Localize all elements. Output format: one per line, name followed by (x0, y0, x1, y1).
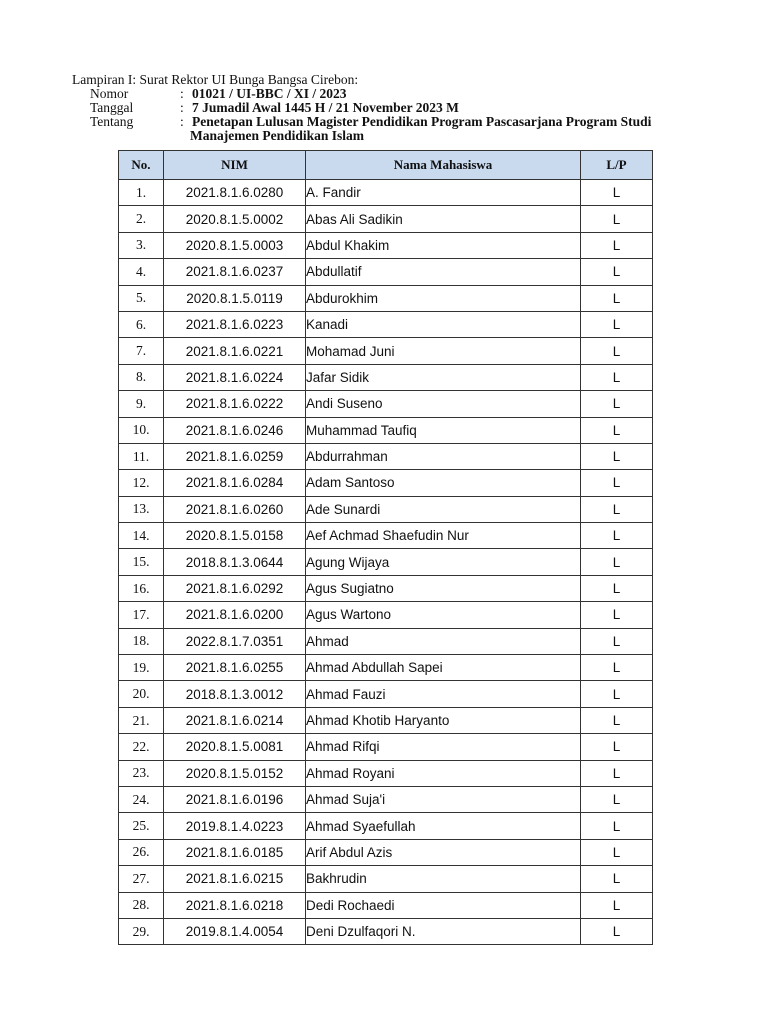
table-body (119, 180, 653, 945)
student-nim: 2021.8.1.6.0218 (164, 892, 306, 918)
column-header-gender: L/P (581, 151, 653, 180)
row-number: 7. (119, 338, 164, 364)
table-row (119, 707, 653, 733)
row-number: 24. (119, 786, 164, 812)
table-row (119, 918, 653, 944)
table-row (119, 760, 653, 786)
column-header-no: No. (119, 151, 164, 180)
table-row (119, 549, 653, 575)
student-name: Abas Ali Sadikin (306, 206, 581, 232)
student-nim: 2021.8.1.6.0215 (164, 866, 306, 892)
student-nim: 2021.8.1.6.0221 (164, 338, 306, 364)
student-gender: L (581, 681, 653, 707)
student-name: Ahmad Rifqi (306, 734, 581, 760)
student-gender: L (581, 417, 653, 443)
table-row (119, 232, 653, 258)
student-name: Ade Sunardi (306, 496, 581, 522)
student-nim: 2021.8.1.6.0255 (164, 655, 306, 681)
table-row (119, 206, 653, 232)
student-name: Agus Wartono (306, 602, 581, 628)
student-nim: 2021.8.1.6.0280 (164, 180, 306, 206)
student-gender: L (581, 760, 653, 786)
student-gender: L (581, 786, 653, 812)
row-number: 22. (119, 734, 164, 760)
student-nim: 2020.8.1.5.0003 (164, 232, 306, 258)
table-row (119, 259, 653, 285)
student-gender: L (581, 549, 653, 575)
student-name: Mohamad Juni (306, 338, 581, 364)
student-name: Jafar Sidik (306, 364, 581, 390)
student-gender: L (581, 496, 653, 522)
student-gender: L (581, 866, 653, 892)
student-nim: 2020.8.1.5.0158 (164, 523, 306, 549)
table-row (119, 866, 653, 892)
student-gender: L (581, 259, 653, 285)
student-gender: L (581, 813, 653, 839)
student-gender: L (581, 338, 653, 364)
student-name: Agus Sugiatno (306, 575, 581, 601)
student-name: Ahmad Abdullah Sapei (306, 655, 581, 681)
student-nim: 2021.8.1.6.0246 (164, 417, 306, 443)
table-row (119, 496, 653, 522)
tentang-label: Tentang (90, 114, 134, 129)
column-header-name: Nama Mahasiswa (306, 151, 581, 180)
row-number: 19. (119, 655, 164, 681)
table-row (119, 575, 653, 601)
table-row (119, 892, 653, 918)
student-name: Aef Achmad Shaefudin Nur (306, 523, 581, 549)
student-nim: 2021.8.1.6.0260 (164, 496, 306, 522)
row-number: 13. (119, 496, 164, 522)
student-name: Ahmad Suja'i (306, 786, 581, 812)
row-number: 12. (119, 470, 164, 496)
row-number: 27. (119, 866, 164, 892)
row-number: 16. (119, 575, 164, 601)
student-name: Abdurokhim (306, 285, 581, 311)
student-nim: 2021.8.1.6.0200 (164, 602, 306, 628)
row-number: 6. (119, 311, 164, 337)
student-gender: L (581, 918, 653, 944)
student-nim: 2019.8.1.4.0223 (164, 813, 306, 839)
row-number: 18. (119, 628, 164, 654)
student-nim: 2021.8.1.6.0237 (164, 259, 306, 285)
row-number: 23. (119, 760, 164, 786)
table-row (119, 364, 653, 390)
student-gender: L (581, 734, 653, 760)
student-nim: 2021.8.1.6.0292 (164, 575, 306, 601)
student-name: Abdurrahman (306, 443, 581, 469)
row-number: 1. (119, 180, 164, 206)
row-number: 5. (119, 285, 164, 311)
student-nim: 2020.8.1.5.0152 (164, 760, 306, 786)
table-row (119, 786, 653, 812)
tanggal-value: 7 Jumadil Awal 1445 H / 21 November 2023 M (192, 100, 459, 115)
table-row (119, 602, 653, 628)
row-number: 17. (119, 602, 164, 628)
student-name: Agung Wijaya (306, 549, 581, 575)
table-row (119, 391, 653, 417)
student-nim: 2018.8.1.3.0012 (164, 681, 306, 707)
student-nim: 2021.8.1.6.0214 (164, 707, 306, 733)
student-nim: 2021.8.1.6.0222 (164, 391, 306, 417)
student-name: Abdul Khakim (306, 232, 581, 258)
row-number: 25. (119, 813, 164, 839)
student-name: Ahmad Khotib Haryanto (306, 707, 581, 733)
nomor-separator: : (180, 86, 184, 101)
table-row (119, 681, 653, 707)
table-row (119, 628, 653, 654)
nomor-value: 01021 / UI-BBC / XI / 2023 (192, 86, 347, 101)
student-name: Abdullatif (306, 259, 581, 285)
table-header-row (119, 151, 653, 180)
row-number: 29. (119, 918, 164, 944)
row-number: 4. (119, 259, 164, 285)
student-nim: 2020.8.1.5.0081 (164, 734, 306, 760)
nomor-label: Nomor (90, 86, 129, 101)
student-gender: L (581, 311, 653, 337)
student-name: Ahmad (306, 628, 581, 654)
student-gender: L (581, 443, 653, 469)
student-nim: 2021.8.1.6.0196 (164, 786, 306, 812)
student-name: Ahmad Fauzi (306, 681, 581, 707)
student-gender: L (581, 707, 653, 733)
attachment-line: Lampiran I: Surat Rektor UI Bunga Bangsa Cirebon: (72, 72, 359, 87)
student-name: Kanadi (306, 311, 581, 337)
student-nim: 2021.8.1.6.0284 (164, 470, 306, 496)
table-row (119, 655, 653, 681)
table-row (119, 417, 653, 443)
column-header-nim: NIM (164, 151, 306, 180)
row-number: 11. (119, 443, 164, 469)
student-gender: L (581, 470, 653, 496)
student-nim: 2021.8.1.6.0223 (164, 311, 306, 337)
row-number: 10. (119, 417, 164, 443)
student-gender: L (581, 839, 653, 865)
student-name: Deni Dzulfaqori N. (306, 918, 581, 944)
student-gender: L (581, 180, 653, 206)
student-gender: L (581, 523, 653, 549)
student-nim: 2020.8.1.5.0002 (164, 206, 306, 232)
student-gender: L (581, 602, 653, 628)
student-gender: L (581, 285, 653, 311)
table-row (119, 338, 653, 364)
student-name: Ahmad Royani (306, 760, 581, 786)
table-row (119, 523, 653, 549)
student-gender: L (581, 232, 653, 258)
student-gender: L (581, 628, 653, 654)
table-row (119, 311, 653, 337)
student-nim: 2019.8.1.4.0054 (164, 918, 306, 944)
row-number: 20. (119, 681, 164, 707)
student-gender: L (581, 575, 653, 601)
student-gender: L (581, 655, 653, 681)
student-nim: 2020.8.1.5.0119 (164, 285, 306, 311)
table-row (119, 734, 653, 760)
tentang-separator: : (180, 114, 184, 129)
student-name: A. Fandir (306, 180, 581, 206)
student-nim: 2021.8.1.6.0224 (164, 364, 306, 390)
student-name: Dedi Rochaedi (306, 892, 581, 918)
row-number: 21. (119, 707, 164, 733)
graduates-table (118, 150, 653, 945)
student-name: Arif Abdul Azis (306, 839, 581, 865)
student-nim: 2021.8.1.6.0259 (164, 443, 306, 469)
student-gender: L (581, 892, 653, 918)
tanggal-separator: : (180, 100, 184, 115)
row-number: 15. (119, 549, 164, 575)
student-name: Andi Suseno (306, 391, 581, 417)
student-gender: L (581, 364, 653, 390)
row-number: 9. (119, 391, 164, 417)
student-name: Muhammad Taufiq (306, 417, 581, 443)
student-nim: 2022.8.1.7.0351 (164, 628, 306, 654)
row-number: 26. (119, 839, 164, 865)
tentang-value-line2: Manajemen Pendidikan Islam (190, 128, 365, 143)
tentang-value: Penetapan Lulusan Magister Pendidikan Program Pascasarjana Program Studi (192, 114, 652, 129)
table-row (119, 470, 653, 496)
row-number: 2. (119, 206, 164, 232)
table-row (119, 180, 653, 206)
row-number: 3. (119, 232, 164, 258)
student-nim: 2021.8.1.6.0185 (164, 839, 306, 865)
tanggal-label: Tanggal (90, 100, 134, 115)
table-row (119, 839, 653, 865)
student-name: Adam Santoso (306, 470, 581, 496)
student-gender: L (581, 206, 653, 232)
student-gender: L (581, 391, 653, 417)
row-number: 14. (119, 523, 164, 549)
row-number: 28. (119, 892, 164, 918)
table-row (119, 285, 653, 311)
table-row (119, 813, 653, 839)
table-row (119, 443, 653, 469)
row-number: 8. (119, 364, 164, 390)
student-nim: 2018.8.1.3.0644 (164, 549, 306, 575)
student-name: Ahmad Syaefullah (306, 813, 581, 839)
student-name: Bakhrudin (306, 866, 581, 892)
